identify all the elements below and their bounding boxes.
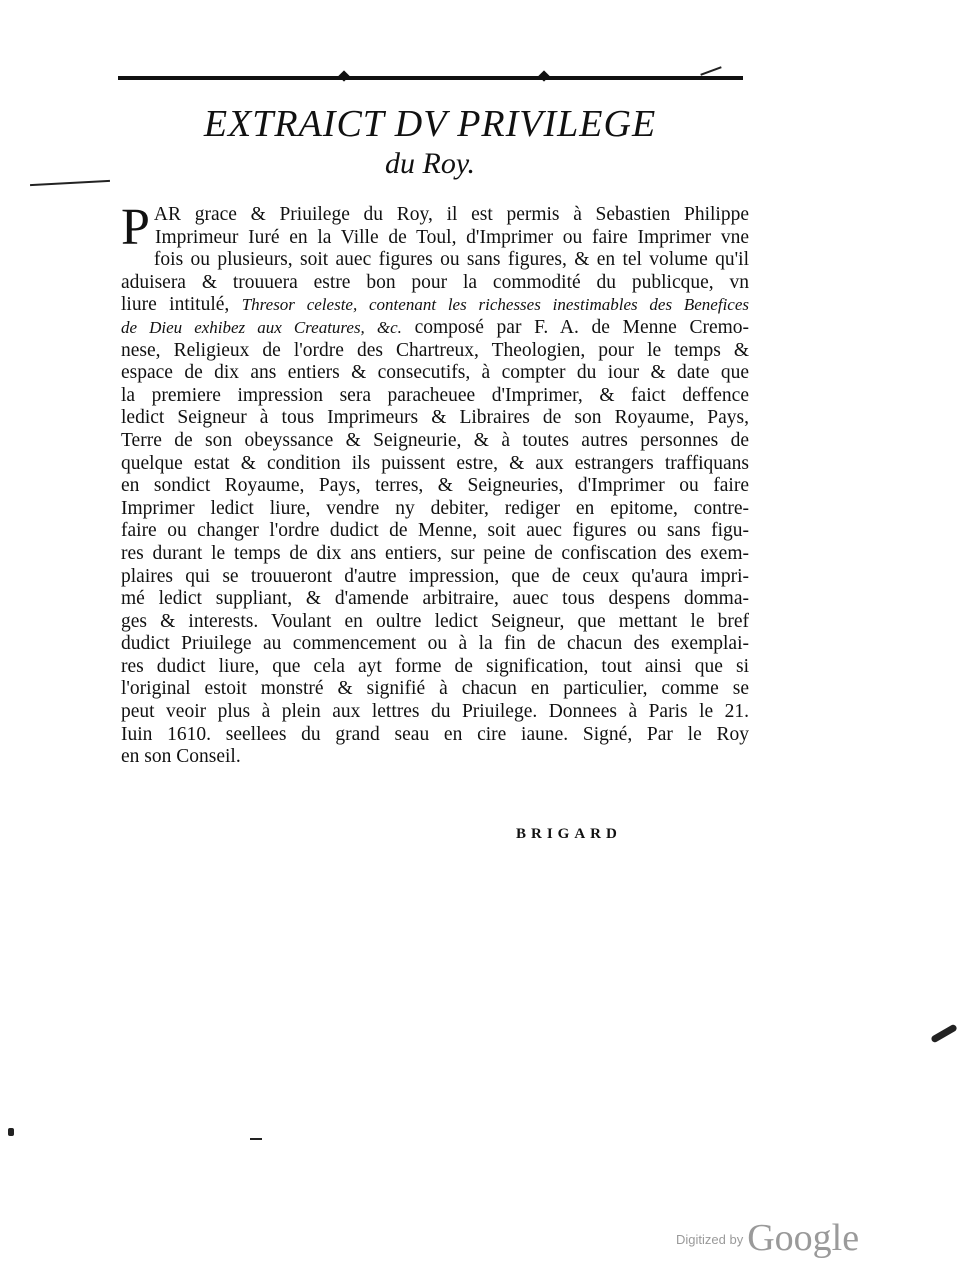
scan-mark [700, 66, 721, 75]
privilege-text [121, 199, 750, 769]
line-text: dudict Priuilege au commencement ou à la fin de chacun des exemplai- [121, 633, 749, 655]
text-line [121, 656, 749, 679]
line-text: l'original estoit monstré & signifié à chacun en particulier, comme se [121, 678, 749, 700]
scan-mark [250, 1138, 262, 1140]
text-line [121, 249, 749, 272]
text-line [121, 724, 749, 747]
text-line [121, 362, 749, 385]
text-line [121, 475, 749, 498]
line-text: liure intitulé, [121, 294, 242, 316]
text-line [121, 566, 749, 589]
book-title-italic: de Dieu exhibez aux Creatures, &c. [121, 317, 402, 337]
line-text: res durant le temps de dix ans entiers, sur peine de confiscation des exem- [121, 542, 749, 564]
text-line [121, 407, 749, 430]
page-subtitle: du Roy. [385, 147, 475, 180]
line-text: fois ou plusieurs, soit auec figures ou sans figures, & en tel volume qu'il [153, 249, 749, 271]
text-line [121, 701, 749, 724]
text-line [121, 385, 749, 408]
scan-mark [30, 180, 110, 186]
text-line [121, 746, 749, 769]
line-text: en sondict Royaume, Pays, terres, & Seigneuries, d'Imprimer ou faire [121, 475, 749, 497]
digitized-watermark [676, 1216, 859, 1260]
line-text: ges & interests. Voulant en oultre ledict Seigneur, que mettant le bref [121, 610, 749, 632]
line-text: Imprimeur Iuré en la Ville de Toul, d'Imprimer ou faire Imprimer vne [155, 226, 749, 248]
text-line [121, 453, 749, 476]
text-line [121, 340, 749, 363]
line-text: nese, Religieux de l'ordre des Chartreux, Theologien, pour le temps & [121, 339, 749, 361]
scan-mark [8, 1128, 14, 1136]
text-line [121, 588, 749, 611]
line-text: AR grace & Priuilege du Roy, il est permis à Sebastien Philippe [153, 204, 749, 225]
line-text: Imprimer ledict liure, vendre ny debiter, rediger en epitome, contre- [121, 497, 749, 519]
text-line [121, 498, 749, 521]
text-line [121, 520, 749, 543]
text-line [121, 543, 749, 566]
line-text: quelque estat & condition ils puissent estre, & aux estrangers traffiquans [121, 452, 749, 474]
text-line [121, 294, 749, 317]
line-text: aduisera & trouuera estre bon pour la commodité du publicque, vn [121, 271, 749, 293]
line-text: Terre de son obeyssance & Seigneurie, & à toutes autres personnes de [121, 429, 749, 451]
line-text: plaires qui se trouueront d'autre impression, que de ceux qu'aura impri- [121, 565, 749, 587]
watermark-small: Digitized by [676, 1232, 744, 1247]
text-line [121, 611, 749, 634]
scan-mark [930, 1023, 958, 1043]
line-text: faire ou changer l'ordre dudict de Menne, soit auec figures ou sans figu- [121, 520, 749, 542]
book-title-italic: Thresor celeste, contenant les richesses inestimables des Benefices [241, 295, 750, 315]
page-title: EXTRAICT DV PRIVILEGE [203, 103, 657, 145]
text-line [121, 678, 749, 701]
line-text: mé ledict suppliant, & d'amende arbitraire, auec tous despens domma- [121, 588, 749, 610]
drop-cap: P [121, 199, 150, 256]
line-text: composé par F. A. de Menne Cremo- [401, 316, 750, 338]
text-line [121, 227, 749, 250]
line-text: en son Conseil. [121, 746, 241, 768]
top-rule [118, 76, 743, 80]
line-text: Iuin 1610. seellees du grand seau en cire iaune. Signé, Par le Roy [121, 723, 749, 745]
text-line [121, 317, 749, 340]
text-line [121, 272, 749, 295]
line-text: espace de dix ans entiers & consecutifs, à compter du iour & date que [121, 362, 749, 384]
line-text: ledict Seigneur à tous Imprimeurs & Libraires de son Royaume, Pays, [121, 407, 749, 429]
line-text: la premiere impression sera paracheuee d'Imprimer, & faict deffence [121, 384, 749, 406]
line-text: peut veoir plus à plein aux lettres du Priuilege. Donnees à Paris le 21. [121, 701, 749, 723]
line-text: res dudict liure, que cela ayt forme de signification, tout ainsi que si [121, 655, 749, 677]
watermark-logo: Google [747, 1217, 860, 1259]
text-line [121, 633, 749, 656]
text-line [121, 430, 749, 453]
signature: BRIGARD [516, 826, 622, 842]
